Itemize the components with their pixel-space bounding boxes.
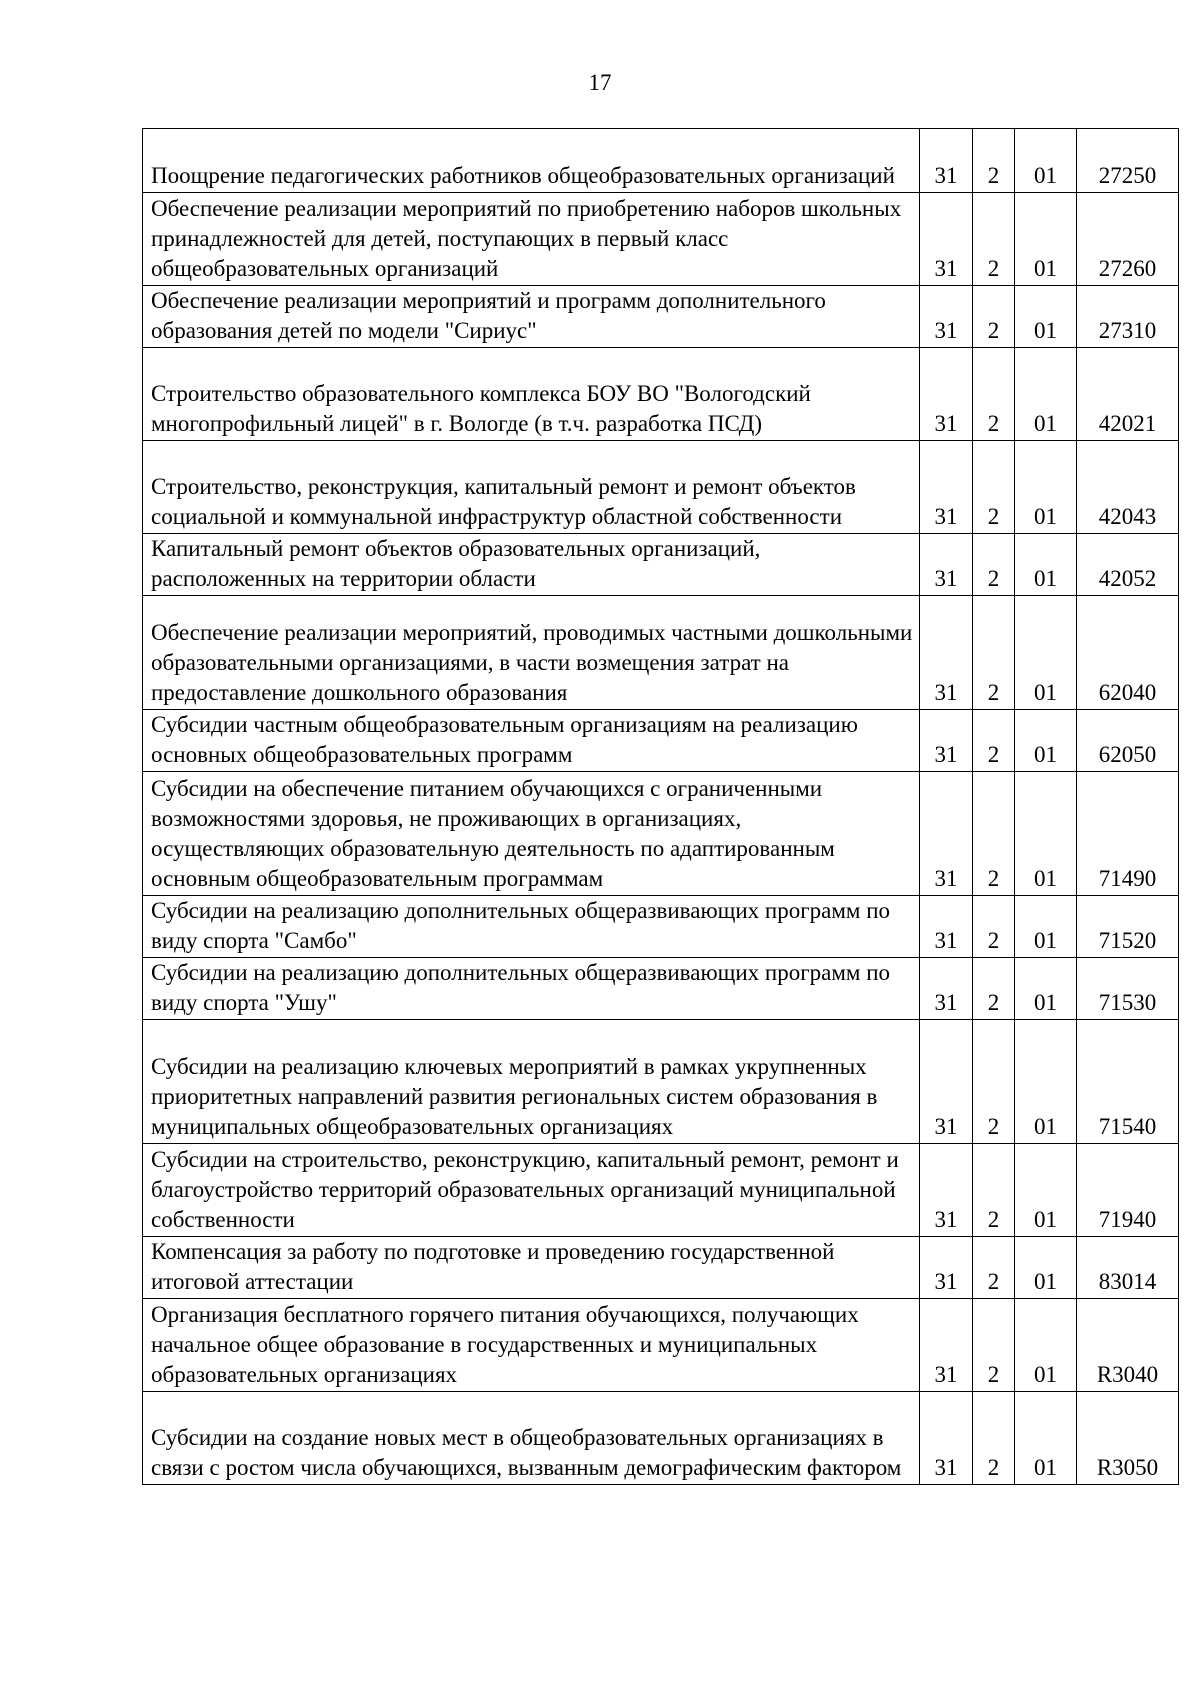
code-main-event: 01 bbox=[1015, 1392, 1077, 1485]
row-description: Поощрение педагогических работников общеобразовательных организаций bbox=[143, 129, 920, 193]
table-row bbox=[143, 348, 1179, 441]
page-number: 17 bbox=[588, 70, 612, 95]
code-program-type: 2 bbox=[973, 441, 1015, 534]
row-description: Капитальный ремонт объектов образовательных организаций, расположенных на территории области bbox=[143, 534, 920, 596]
code-direction: R3050 bbox=[1077, 1392, 1179, 1485]
table-row bbox=[143, 129, 1179, 193]
table-row bbox=[143, 772, 1179, 896]
code-program-type: 2 bbox=[973, 1020, 1015, 1144]
code-program-type: 2 bbox=[973, 348, 1015, 441]
table-row bbox=[143, 1237, 1179, 1299]
code-main-event: 01 bbox=[1015, 596, 1077, 710]
code-direction: 27260 bbox=[1077, 193, 1179, 286]
code-direction: 83014 bbox=[1077, 1237, 1179, 1299]
row-description: Субсидии частным общеобразовательным организациям на реализацию основных общеобразовательных программ bbox=[143, 710, 920, 772]
table-row bbox=[143, 193, 1179, 286]
code-program-type: 2 bbox=[973, 534, 1015, 596]
code-program-type: 2 bbox=[973, 193, 1015, 286]
code-main-event: 01 bbox=[1015, 1299, 1077, 1392]
row-description: Организация бесплатного горячего питания обучающихся, получающих начальное общее образование в государственных и муниципальных образовательных организациях bbox=[143, 1299, 920, 1392]
code-target-article: 31 bbox=[920, 534, 973, 596]
code-main-event: 01 bbox=[1015, 958, 1077, 1020]
code-target-article: 31 bbox=[920, 958, 973, 1020]
code-program-type: 2 bbox=[973, 596, 1015, 710]
row-description: Строительство, реконструкция, капитальный ремонт и ремонт объектов социальной и коммунальной инфраструктур областной собственности bbox=[143, 441, 920, 534]
table-row bbox=[143, 1020, 1179, 1144]
code-main-event: 01 bbox=[1015, 1144, 1077, 1237]
code-direction: 71520 bbox=[1077, 896, 1179, 958]
table-row bbox=[143, 710, 1179, 772]
code-target-article: 31 bbox=[920, 772, 973, 896]
row-description: Субсидии на реализацию ключевых мероприятий в рамках укрупненных приоритетных направлений развития региональных систем образования в муниципальных общеобразовательных организациях bbox=[143, 1020, 920, 1144]
code-program-type: 2 bbox=[973, 710, 1015, 772]
code-main-event: 01 bbox=[1015, 772, 1077, 896]
code-main-event: 01 bbox=[1015, 710, 1077, 772]
code-direction: 42052 bbox=[1077, 534, 1179, 596]
code-direction: 62040 bbox=[1077, 596, 1179, 710]
code-program-type: 2 bbox=[973, 896, 1015, 958]
table-row bbox=[143, 534, 1179, 596]
code-main-event: 01 bbox=[1015, 1020, 1077, 1144]
code-main-event: 01 bbox=[1015, 896, 1077, 958]
budget-classification-table bbox=[142, 128, 1179, 1485]
code-program-type: 2 bbox=[973, 129, 1015, 193]
code-program-type: 2 bbox=[973, 772, 1015, 896]
code-direction: 27310 bbox=[1077, 286, 1179, 348]
code-program-type: 2 bbox=[973, 958, 1015, 1020]
code-main-event: 01 bbox=[1015, 441, 1077, 534]
code-main-event: 01 bbox=[1015, 286, 1077, 348]
row-description: Субсидии на обеспечение питанием обучающихся с ограниченными возможностями здоровья, не проживающих в организациях, осуществляющих образовательную деятельность по адаптированным основным общеобразовательным программам bbox=[143, 772, 920, 896]
code-target-article: 31 bbox=[920, 596, 973, 710]
code-program-type: 2 bbox=[973, 1299, 1015, 1392]
table-row bbox=[143, 1392, 1179, 1485]
code-program-type: 2 bbox=[973, 1144, 1015, 1237]
code-direction: R3040 bbox=[1077, 1299, 1179, 1392]
row-description: Строительство образовательного комплекса БОУ ВО "Вологодский многопрофильный лицей" в г. Вологде (в т.ч. разработка ПСД) bbox=[143, 348, 920, 441]
code-program-type: 2 bbox=[973, 1237, 1015, 1299]
row-description: Субсидии на реализацию дополнительных общеразвивающих программ по виду спорта "Самбо" bbox=[143, 896, 920, 958]
code-program-type: 2 bbox=[973, 286, 1015, 348]
code-target-article: 31 bbox=[920, 1237, 973, 1299]
code-main-event: 01 bbox=[1015, 193, 1077, 286]
code-target-article: 31 bbox=[920, 896, 973, 958]
code-target-article: 31 bbox=[920, 1392, 973, 1485]
code-target-article: 31 bbox=[920, 710, 973, 772]
table-body bbox=[143, 129, 1179, 1485]
code-direction: 71540 bbox=[1077, 1020, 1179, 1144]
code-direction: 27250 bbox=[1077, 129, 1179, 193]
code-target-article: 31 bbox=[920, 286, 973, 348]
code-main-event: 01 bbox=[1015, 534, 1077, 596]
table-row bbox=[143, 896, 1179, 958]
table-row bbox=[143, 286, 1179, 348]
code-target-article: 31 bbox=[920, 129, 973, 193]
code-main-event: 01 bbox=[1015, 1237, 1077, 1299]
code-target-article: 31 bbox=[920, 1144, 973, 1237]
code-direction: 71530 bbox=[1077, 958, 1179, 1020]
code-direction: 42021 bbox=[1077, 348, 1179, 441]
code-direction: 71940 bbox=[1077, 1144, 1179, 1237]
code-main-event: 01 bbox=[1015, 129, 1077, 193]
code-direction: 62050 bbox=[1077, 710, 1179, 772]
row-description: Обеспечение реализации мероприятий, проводимых частными дошкольными образовательными организациями, в части возмещения затрат на предоставление дошкольного образования bbox=[143, 596, 920, 710]
table-row bbox=[143, 1299, 1179, 1392]
code-target-article: 31 bbox=[920, 441, 973, 534]
row-description: Компенсация за работу по подготовке и проведению государственной итоговой аттестации bbox=[143, 1237, 920, 1299]
code-direction: 71490 bbox=[1077, 772, 1179, 896]
row-description: Обеспечение реализации мероприятий по приобретению наборов школьных принадлежностей для детей, поступающих в первый класс общеобразовательных организаций bbox=[143, 193, 920, 286]
row-description: Субсидии на реализацию дополнительных общеразвивающих программ по виду спорта "Ушу" bbox=[143, 958, 920, 1020]
code-target-article: 31 bbox=[920, 193, 973, 286]
table-row bbox=[143, 958, 1179, 1020]
table-row bbox=[143, 596, 1179, 710]
table-row bbox=[143, 441, 1179, 534]
row-description: Обеспечение реализации мероприятий и программ дополнительного образования детей по модели "Сириус" bbox=[143, 286, 920, 348]
code-target-article: 31 bbox=[920, 1299, 973, 1392]
row-description: Субсидии на строительство, реконструкцию, капитальный ремонт, ремонт и благоустройство территорий образовательных организаций муниципальной собственности bbox=[143, 1144, 920, 1237]
code-target-article: 31 bbox=[920, 348, 973, 441]
table-row bbox=[143, 1144, 1179, 1237]
code-target-article: 31 bbox=[920, 1020, 973, 1144]
code-main-event: 01 bbox=[1015, 348, 1077, 441]
row-description: Субсидии на создание новых мест в общеобразовательных организациях в связи с ростом числа обучающихся, вызванным демографическим фактором bbox=[143, 1392, 920, 1485]
code-program-type: 2 bbox=[973, 1392, 1015, 1485]
code-direction: 42043 bbox=[1077, 441, 1179, 534]
